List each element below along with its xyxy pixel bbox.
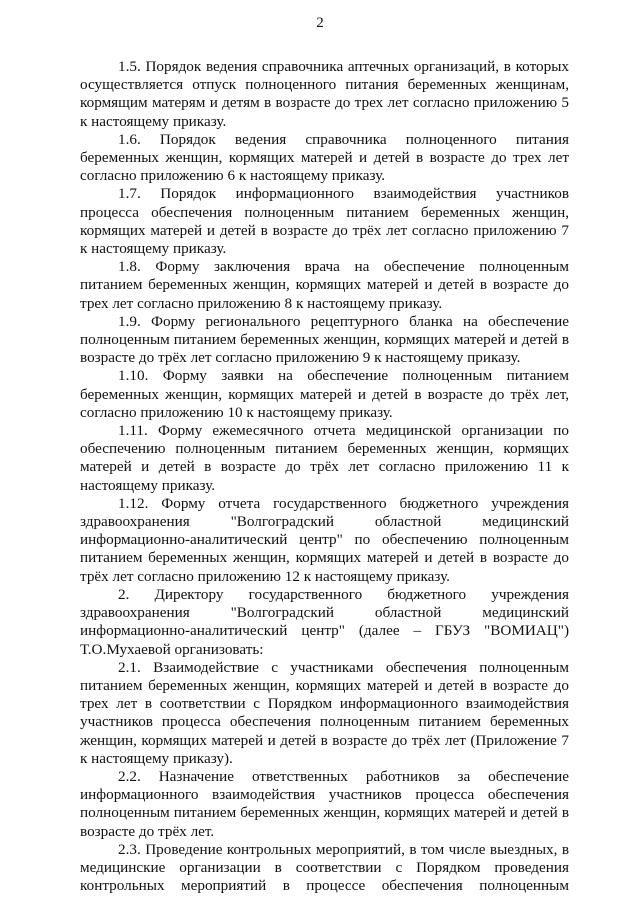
paragraph-2-2: 2.2. Назначение ответственных работников за обеспечение информационного взаимодействия участников процесса обеспечения полноценным питанием беременных женщин, кормящих матерей и детей в возрасте до трёх лет.	[80, 767, 569, 840]
paragraph-2: 2. Директору государственного бюджетного учреждения здравоохранения "Волгоградский областной медицинский информационно-аналитический центр" (далее – ГБУЗ "ВОМИАЦ") Т.О.Мухаевой организовать:	[80, 585, 569, 658]
paragraph-1-10: 1.10. Форму заявки на обеспечение полноценным питанием беременных женщин, кормящих матерей и детей в возрасте до трёх лет, согласно приложению 10 к настоящему приказу.	[80, 367, 569, 421]
page-number: 2	[316, 15, 324, 31]
paragraph-1-9: 1.9. Форму регионального рецептурного бланка на обеспечение полноценным питанием беременных женщин, кормящих матерей и детей в возрасте до трёх лет согласно приложению 9 к настоящему приказу.	[80, 312, 569, 367]
paragraph-2-1: 2.1. Взаимодействие с участниками обеспечения полноценным питанием беременных женщин, кормящих матерей и детей в возрасте до трех лет в соответствии с Порядком информационного взаимодействия участников процесса обеспечения полноценным питанием беременных женщин, кормящих матерей и детей в возрасте до трёх лет (Приложение 7 к настоящему приказу).	[80, 658, 569, 767]
paragraph-2-3: 2.3. Проведение контрольных мероприятий, в том числе выездных, в медицинские организации в соответствии с Порядком проведения контрольных мероприятий в процессе обеспечения полноценным	[80, 840, 569, 895]
paragraph-1-5: 1.5. Порядок ведения справочника аптечных организаций, в которых осуществляется отпуск полноценного питания беременных женщинам, кормящим матерям и детям в возрасте до трех лет согласно приложению 5 к настоящему приказу.	[80, 58, 569, 130]
document-body	[80, 58, 569, 895]
paragraph-1-7: 1.7. Порядок информационного взаимодействия участников процесса обеспечения полноценным питанием беременных женщин, кормящих матерей и детей в возрасте до трёх лет согласно приложению 7 к настоящему приказу.	[80, 185, 569, 258]
paragraph-1-8: 1.8. Форму заключения врача на обеспечение полноценным питанием беременных женщин, кормящих матерей и детей в возрасте до трех лет согласно приложению 8 к настоящему приказу.	[80, 258, 569, 312]
paragraph-1-11: 1.11. Форму ежемесячного отчета медицинской организации по обеспечению полноценным питанием беременных женщин, кормящих матерей и детей в возрасте до трёх лет согласно приложению 11 к настоящему приказу.	[80, 422, 569, 494]
paragraph-1-6: 1.6. Порядок ведения справочника полноценного питания беременных женщин, кормящих матерей и детей в возрасте до трех лет согласно приложению 6 к настоящему приказу.	[80, 130, 569, 185]
paragraph-1-12: 1.12. Форму отчета государственного бюджетного учреждения здравоохранения "Волгоградский областной медицинский информационно-аналитический центр" по обеспечению полноценным питанием беременных женщин, кормящих матерей и детей в возрасте до трёх лет согласно приложению 12 к настоящему приказу.	[80, 494, 569, 585]
